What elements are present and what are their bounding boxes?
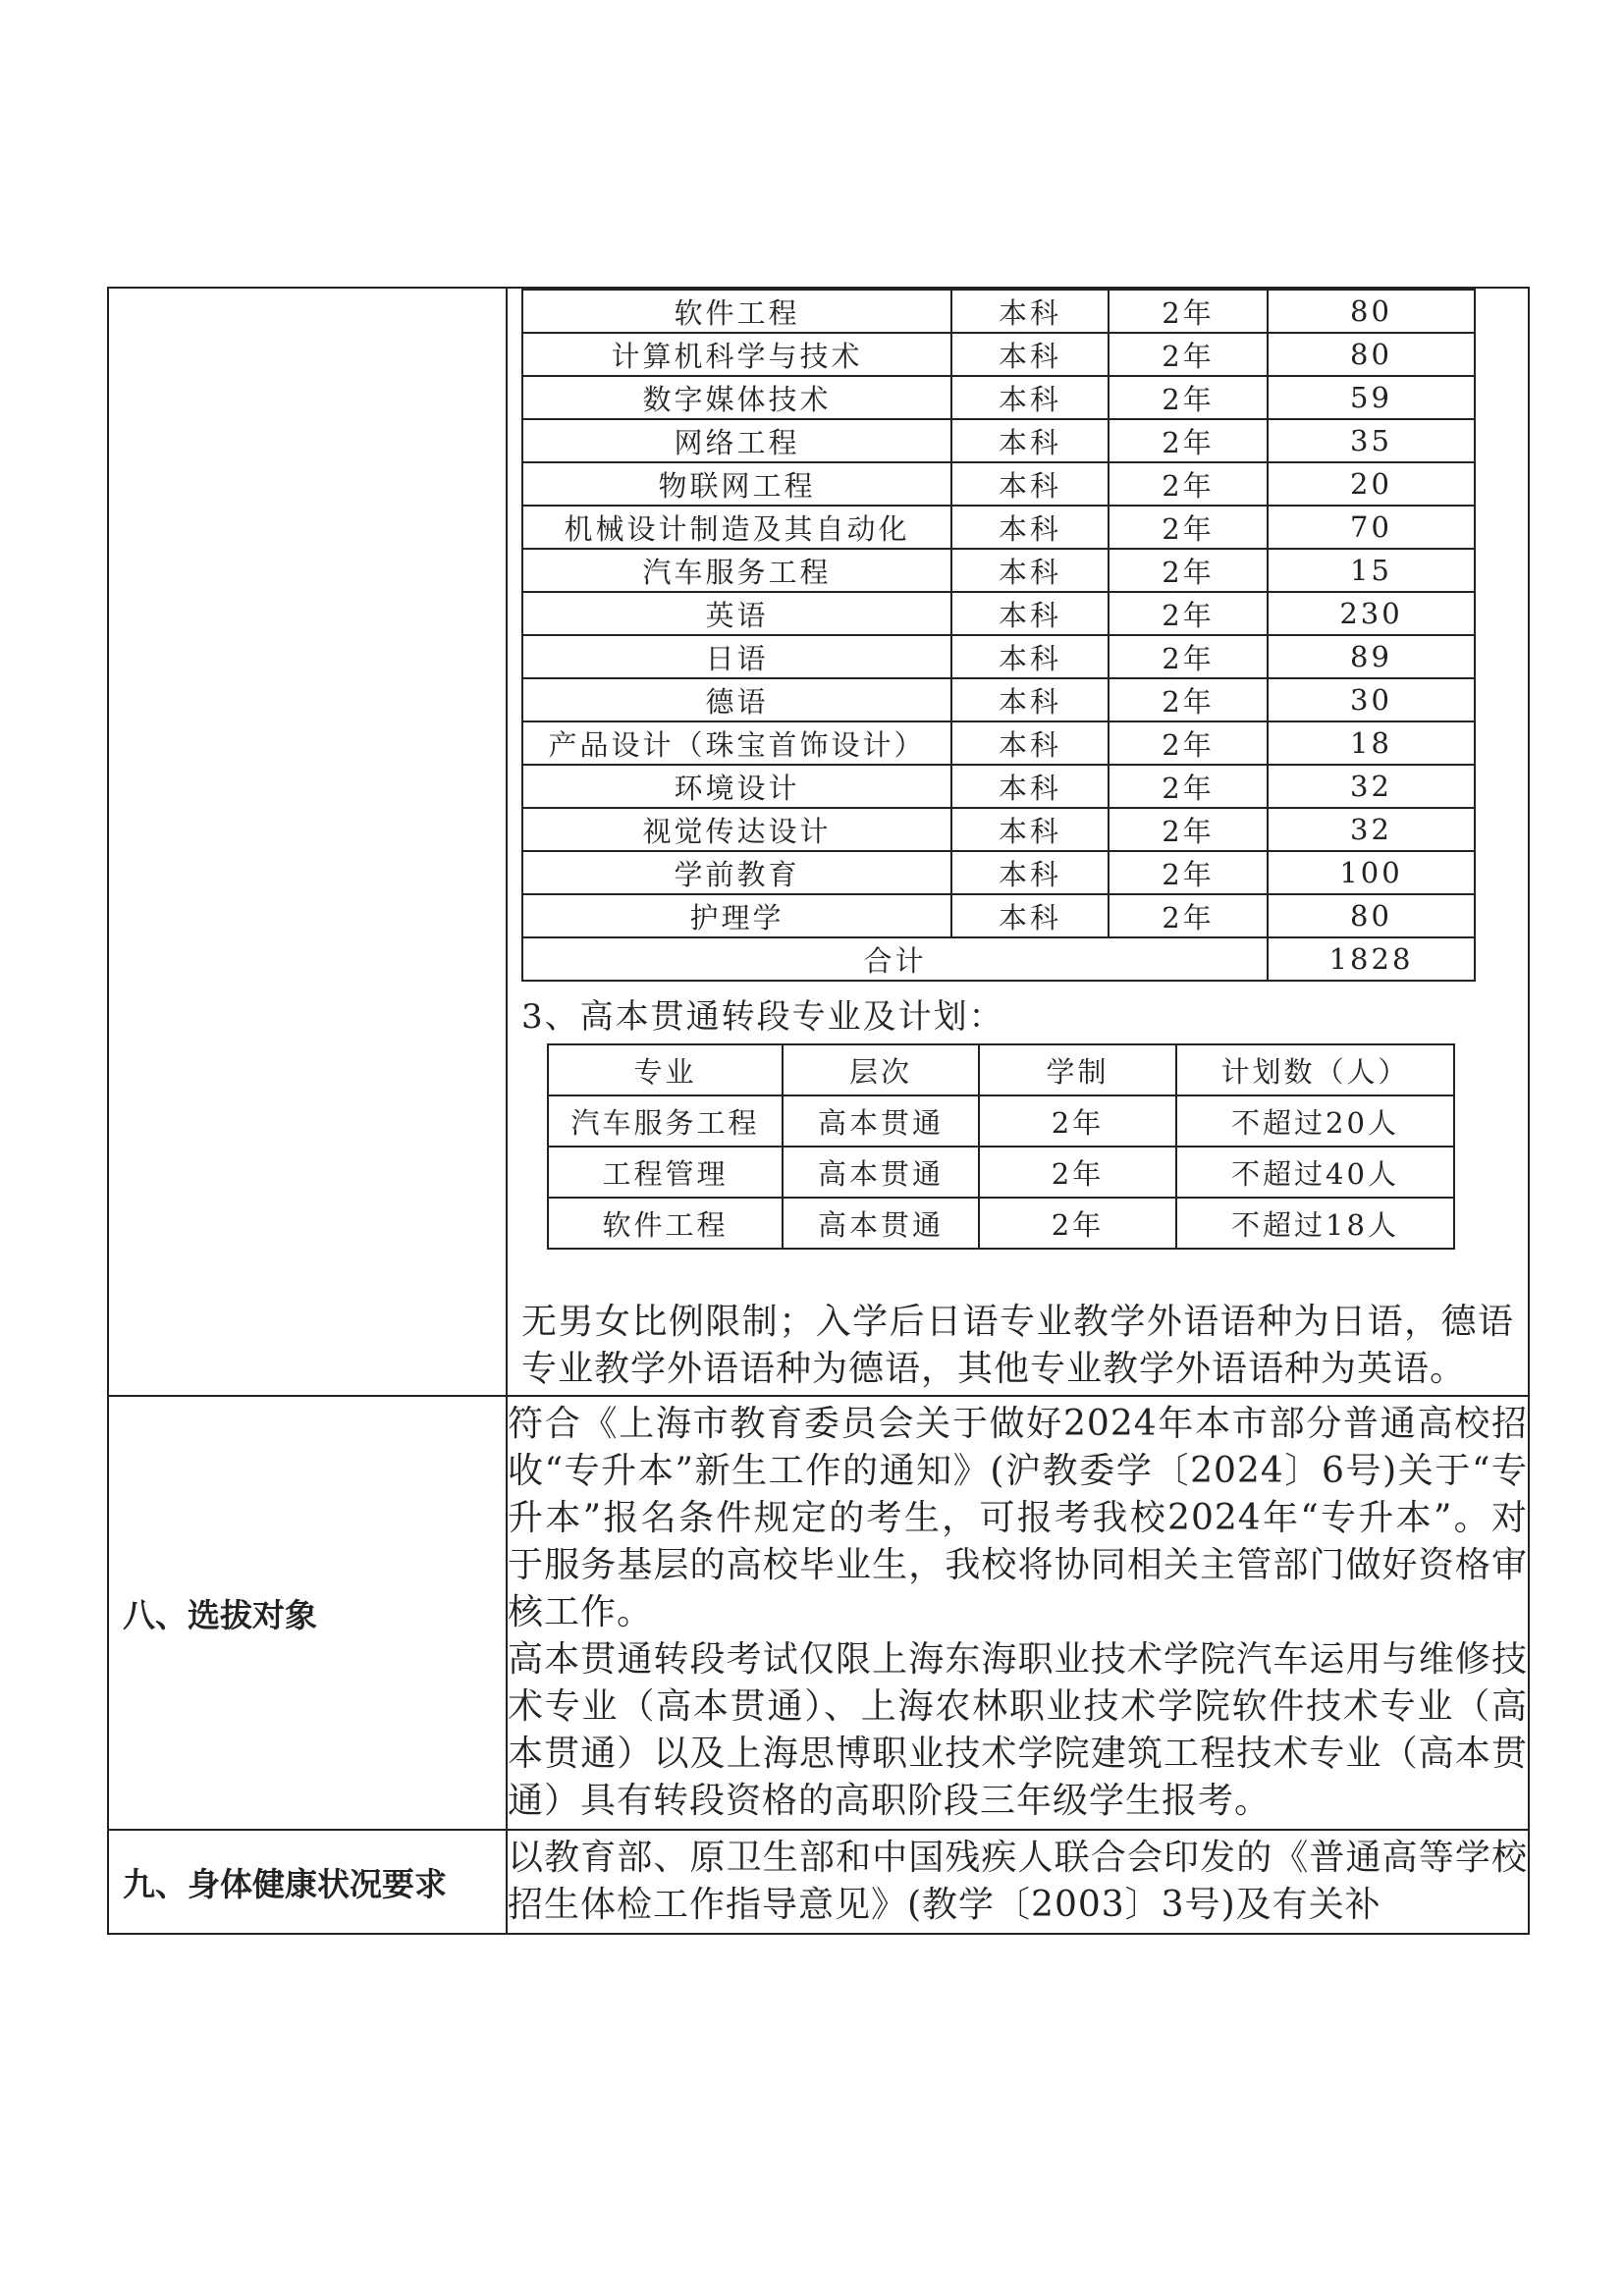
major-name-cell: 网络工程 xyxy=(522,419,951,462)
gaoben-plan-cell: 不超过20人 xyxy=(1176,1095,1454,1147)
major-level-cell: 本科 xyxy=(951,721,1109,765)
gaoben-row xyxy=(548,1095,1454,1147)
major-name-cell: 护理学 xyxy=(522,894,951,937)
major-level-cell: 本科 xyxy=(951,419,1109,462)
total-value: 1828 xyxy=(1268,937,1475,981)
section-9-paragraph: 以教育部、原卫生部和中国残疾人联合会印发的《普通高等学校招生体检工作指导意见》(教学〔2003〕3号)及有关补 xyxy=(508,1838,1528,1925)
major-plan-cell: 59 xyxy=(1268,376,1475,419)
gaoben-level-cell: 高本贯通 xyxy=(783,1095,979,1147)
major-plan-cell: 32 xyxy=(1268,808,1475,851)
major-row xyxy=(522,635,1475,678)
major-plan-cell: 15 xyxy=(1268,549,1475,592)
major-level-cell: 本科 xyxy=(951,506,1109,549)
major-plan-cell: 80 xyxy=(1268,290,1475,333)
major-row xyxy=(522,765,1475,808)
major-plan-cell: 32 xyxy=(1268,765,1475,808)
gaoben-header-cell: 计划数（人） xyxy=(1176,1044,1454,1095)
major-level-cell: 本科 xyxy=(951,678,1109,721)
section-9-row xyxy=(108,1830,1529,1934)
gaoben-header-cell: 学制 xyxy=(979,1044,1176,1095)
major-duration-cell: 2年 xyxy=(1109,376,1268,419)
major-name-cell: 软件工程 xyxy=(522,290,951,333)
major-level-cell: 本科 xyxy=(951,635,1109,678)
section-8-label: 八、选拔对象 xyxy=(108,1396,507,1830)
gaoben-level-cell: 高本贯通 xyxy=(783,1198,979,1249)
major-row xyxy=(522,419,1475,462)
major-duration-cell: 2年 xyxy=(1109,290,1268,333)
majors-content-cell xyxy=(507,288,1529,1396)
total-row xyxy=(522,937,1475,981)
major-plan-cell: 100 xyxy=(1268,851,1475,894)
major-duration-cell: 2年 xyxy=(1109,592,1268,635)
major-plan-cell: 70 xyxy=(1268,506,1475,549)
major-name-cell: 计算机科学与技术 xyxy=(522,333,951,376)
major-duration-cell: 2年 xyxy=(1109,894,1268,937)
major-name-cell: 英语 xyxy=(522,592,951,635)
gaoben-row xyxy=(548,1198,1454,1249)
major-plan-cell: 230 xyxy=(1268,592,1475,635)
major-row xyxy=(522,721,1475,765)
major-name-cell: 机械设计制造及其自动化 xyxy=(522,506,951,549)
gaoben-duration-cell: 2年 xyxy=(979,1147,1176,1198)
major-duration-cell: 2年 xyxy=(1109,678,1268,721)
gaoben-major-cell: 工程管理 xyxy=(548,1147,783,1198)
major-row xyxy=(522,894,1475,937)
major-name-cell: 物联网工程 xyxy=(522,462,951,506)
gaoben-section-title: 3、高本贯通转段专业及计划： xyxy=(521,997,1004,1037)
major-level-cell: 本科 xyxy=(951,765,1109,808)
gaoben-level-cell: 高本贯通 xyxy=(783,1147,979,1198)
major-row xyxy=(522,549,1475,592)
section-8-paragraph-2: 高本贯通转段考试仅限上海东海职业技术学院汽车运用与维修技术专业（高本贯通）、上海农林职业技术学院软件技术专业（高本贯通）以及上海思博职业技术学院建筑工程技术专业（高本贯通）具有转段资格的高职阶段三年级学生报考。 xyxy=(508,1639,1528,1821)
major-name-cell: 视觉传达设计 xyxy=(522,808,951,851)
major-plan-cell: 35 xyxy=(1268,419,1475,462)
major-duration-cell: 2年 xyxy=(1109,635,1268,678)
major-level-cell: 本科 xyxy=(951,333,1109,376)
major-level-cell: 本科 xyxy=(951,592,1109,635)
majors-plan-table xyxy=(521,289,1476,982)
major-plan-cell: 80 xyxy=(1268,894,1475,937)
section-9-label: 九、身体健康状况要求 xyxy=(108,1830,507,1934)
major-name-cell: 产品设计（珠宝首饰设计） xyxy=(522,721,951,765)
major-name-cell: 汽车服务工程 xyxy=(522,549,951,592)
major-level-cell: 本科 xyxy=(951,462,1109,506)
major-row xyxy=(522,333,1475,376)
empty-label-cell xyxy=(108,288,507,1396)
gaoben-major-cell: 软件工程 xyxy=(548,1198,783,1249)
gaoben-plan-cell: 不超过18人 xyxy=(1176,1198,1454,1249)
major-duration-cell: 2年 xyxy=(1109,419,1268,462)
major-duration-cell: 2年 xyxy=(1109,333,1268,376)
gaoben-plan-cell: 不超过40人 xyxy=(1176,1147,1454,1198)
gaoben-major-cell: 汽车服务工程 xyxy=(548,1095,783,1147)
major-name-cell: 学前教育 xyxy=(522,851,951,894)
major-plan-cell: 30 xyxy=(1268,678,1475,721)
major-row xyxy=(522,290,1475,333)
gaoben-header-cell: 层次 xyxy=(783,1044,979,1095)
major-level-cell: 本科 xyxy=(951,376,1109,419)
major-level-cell: 本科 xyxy=(951,549,1109,592)
major-duration-cell: 2年 xyxy=(1109,549,1268,592)
major-name-cell: 环境设计 xyxy=(522,765,951,808)
gaoben-row xyxy=(548,1147,1454,1198)
major-row xyxy=(522,808,1475,851)
major-level-cell: 本科 xyxy=(951,290,1109,333)
language-note: 无男女比例限制；入学后日语专业教学外语语种为日语，德语专业教学外语语种为德语，其他专业教学外语语种为英语。 xyxy=(521,1302,1514,1389)
major-row xyxy=(522,376,1475,419)
major-name-cell: 日语 xyxy=(522,635,951,678)
major-plan-cell: 18 xyxy=(1268,721,1475,765)
major-row xyxy=(522,851,1475,894)
continued-row xyxy=(108,288,1529,1396)
major-row xyxy=(522,506,1475,549)
section-8-paragraph-1: 符合《上海市教育委员会关于做好2024年本市部分普通高校招收“专升本”新生工作的通知》(沪教委学〔2024〕6号)关于“专升本”报名条件规定的考生，可报考我校2024年“专升本”。对于服务基层的高校毕业生，我校将协同相关主管部门做好资格审核工作。 xyxy=(508,1404,1528,1632)
major-duration-cell: 2年 xyxy=(1109,851,1268,894)
major-duration-cell: 2年 xyxy=(1109,506,1268,549)
major-row xyxy=(522,592,1475,635)
major-level-cell: 本科 xyxy=(951,808,1109,851)
major-duration-cell: 2年 xyxy=(1109,462,1268,506)
major-duration-cell: 2年 xyxy=(1109,765,1268,808)
section-8-row xyxy=(108,1396,1529,1830)
gaoben-header-row xyxy=(548,1044,1454,1095)
major-duration-cell: 2年 xyxy=(1109,808,1268,851)
gaoben-plan-table xyxy=(547,1043,1455,1250)
major-duration-cell: 2年 xyxy=(1109,721,1268,765)
major-plan-cell: 20 xyxy=(1268,462,1475,506)
major-row xyxy=(522,462,1475,506)
major-plan-cell: 89 xyxy=(1268,635,1475,678)
admission-info-table xyxy=(107,287,1530,1935)
gaoben-header-cell: 专业 xyxy=(548,1044,783,1095)
gaoben-duration-cell: 2年 xyxy=(979,1095,1176,1147)
gaoben-duration-cell: 2年 xyxy=(979,1198,1176,1249)
major-name-cell: 德语 xyxy=(522,678,951,721)
major-name-cell: 数字媒体技术 xyxy=(522,376,951,419)
major-level-cell: 本科 xyxy=(951,851,1109,894)
total-label: 合计 xyxy=(522,937,1268,981)
major-plan-cell: 80 xyxy=(1268,333,1475,376)
major-level-cell: 本科 xyxy=(951,894,1109,937)
major-row xyxy=(522,678,1475,721)
